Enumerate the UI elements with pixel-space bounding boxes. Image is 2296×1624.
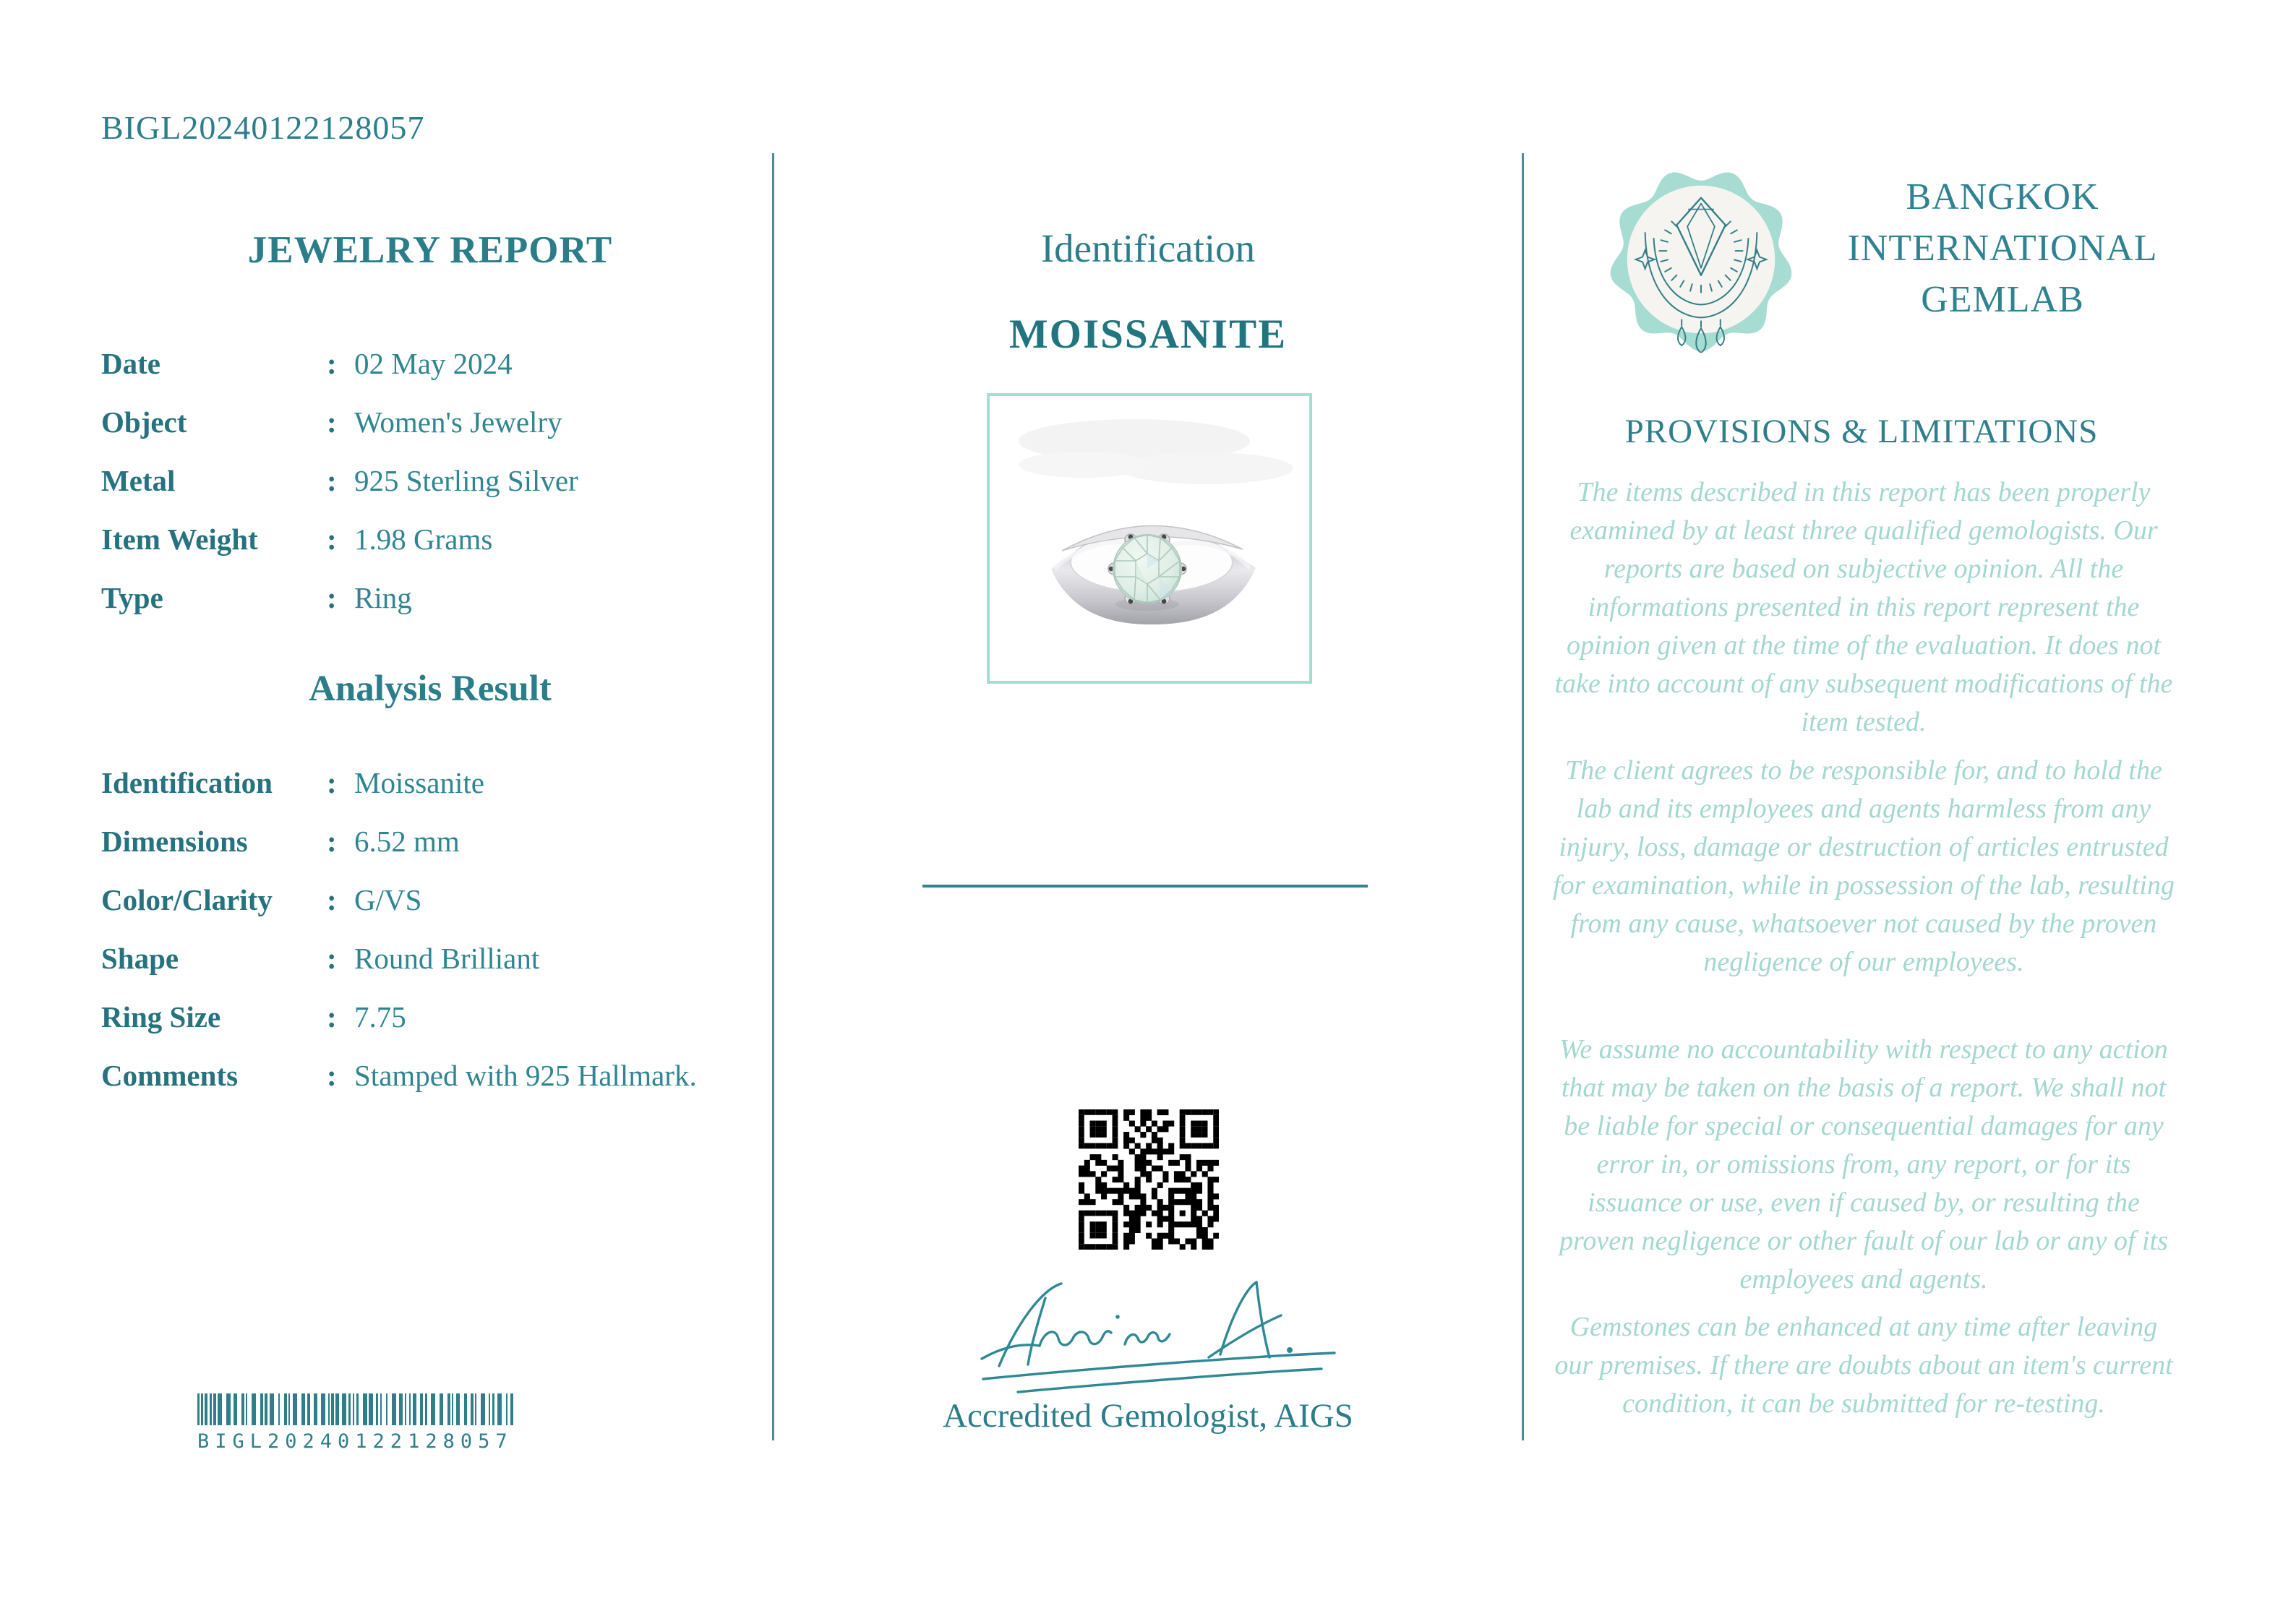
qr-code-icon [1079,1109,1219,1250]
identification-heading: Identification [1040,226,1256,270]
provisions-heading: PROVISIONS & LIMITATIONS [1624,413,2099,450]
row-value: G/VS [354,882,422,916]
gemlab-logo [1608,166,1794,353]
identification-result: MOISSANITE [1008,312,1288,357]
row-label: Item Weight [101,522,258,556]
gemologist-signature [954,1273,1359,1400]
row-value: 6.52 mm [354,824,460,858]
row-label: Date [101,346,160,380]
gem-necklace-badge-icon [1608,166,1794,353]
row-label: Ring Size [101,1000,221,1034]
row-value: Women's Jewelry [354,405,562,439]
row-value: Stamped with 925 Hallmark. [354,1058,697,1092]
table-row [101,510,781,568]
provisions-paragraph: The items described in this report has been properly examined by at least three qualified gemologists. Our reports are based on subjective opinion. All the informations presented in this report represent the opinion given at the time of the evaluation. It does not take into account of any subsequent modifications of the item tested. [1554,477,2173,737]
table-row [101,568,781,627]
org-name-line: GEMLAB [1921,279,2084,320]
row-separator: : [327,405,337,439]
row-separator: : [327,522,337,556]
signer-title: Accredited Gemologist, AIGS [943,1397,1353,1435]
table-row [101,334,781,392]
page-title: JEWELRY REPORT [247,229,613,271]
org-name [1828,171,2177,325]
table-row [101,392,781,451]
org-name-line: INTERNATIONAL [1847,228,2158,269]
row-value: 02 May 2024 [354,346,513,380]
row-value: Round Brilliant [354,941,540,975]
table-row [101,929,781,987]
org-name-line: BANGKOK [1906,176,2099,218]
table-row [101,870,781,929]
item-photo-frame [987,393,1312,684]
row-value: 925 Sterling Silver [354,463,578,497]
row-value: Moissanite [354,765,484,799]
row-label: Comments [101,1058,239,1092]
row-separator: : [327,463,337,497]
column-divider [1522,153,1524,1440]
barcode-text: BIGL20240122128057 [197,1430,513,1453]
analysis-table [101,753,781,1104]
signature-divider-line [922,885,1368,888]
row-separator: : [327,580,337,614]
row-label: Metal [101,463,176,497]
row-separator: : [327,824,337,858]
row-value: 1.98 Grams [354,522,493,556]
table-row [101,812,781,870]
report-number: BIGL20240122128057 [101,109,425,146]
row-label: Shape [101,941,179,975]
ring-photo [990,396,1309,681]
analysis-result-title: Analysis Result [309,669,552,709]
row-separator: : [327,765,337,799]
qr-code [1079,1109,1219,1250]
provisions-paragraph: The client agrees to be responsible for, and to hold the lab and its employees and agents harmless from any injury, loss, damage or destruction of articles entrusted for examination, while in possession of the lab, resulting from any cause, whatsoever not caused by the proven negligence of our employees. [1553,755,2175,977]
barcode [197,1393,513,1453]
row-label: Color/Clarity [101,882,273,916]
row-label: Dimensions [101,824,248,858]
provisions-paragraph: We assume no accountability with respect to any action that may be taken on the basis of a report. We shall not be liable for special or consequential damages for any error in, or omissions from, any report, or for its issuance or use, even if caused by, or resulting the proven negligence or other fault of our lab or any of its employees and agents. [1559,1034,2168,1294]
row-value: 7.75 [354,1000,406,1034]
row-separator: : [327,1058,337,1092]
row-separator: : [327,882,337,916]
row-label: Identification [101,765,273,799]
details-table [101,334,781,627]
row-separator: : [327,1000,337,1034]
row-separator: : [327,346,337,380]
table-row [101,987,781,1046]
row-label: Type [101,580,163,614]
column-divider [772,153,774,1440]
table-row [101,753,781,812]
row-separator: : [327,941,337,975]
table-row [101,451,781,510]
provisions-paragraph: Gemstones can be enhanced at any time after leaving our premises. If there are doubts about an item's current condition, it can be submitted for re-testing. [1554,1312,2173,1419]
row-value: Ring [354,580,412,614]
barcode-bars-icon [197,1393,513,1425]
table-row [101,1046,781,1104]
row-label: Object [101,405,187,439]
signature-icon [954,1273,1359,1400]
